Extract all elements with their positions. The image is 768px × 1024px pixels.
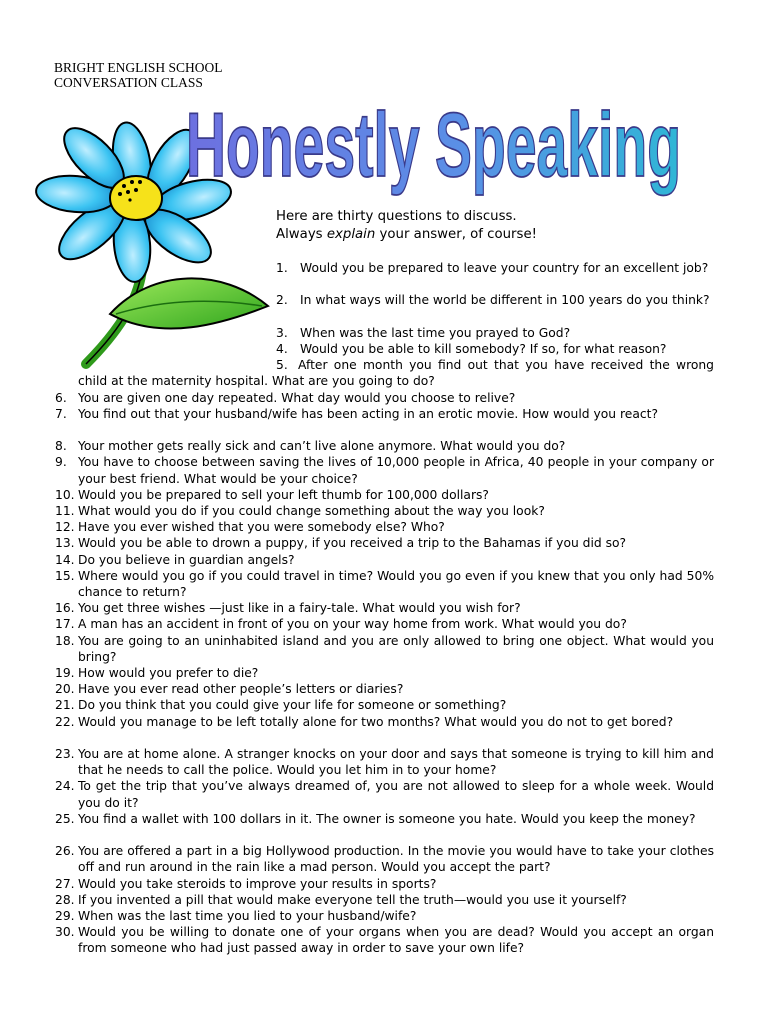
question-item (55, 681, 714, 697)
question-number: 2. (276, 293, 288, 308)
question-text: To get the trip that you’ve always dreamed of, you are not allowed to sleep for a whole week. Would you do it? (78, 779, 714, 810)
question-number: 26. (55, 844, 75, 859)
question-number: 11. (55, 504, 75, 518)
question-text: Do you think that you could give your life for someone or something? (78, 698, 507, 713)
question-text: Would you be prepared to sell your left thumb for 100,000 dollars? (78, 487, 489, 502)
question-item (55, 568, 714, 600)
question-number: 8. (55, 439, 67, 454)
page-title: Honestly Speaking (186, 96, 681, 196)
question-number: 29. (55, 909, 75, 923)
question-text: If you invented a pill that would make everyone tell the truth—would you use it yourself? (78, 892, 627, 907)
question-text: You are offered a part in a big Hollywood production. In the movie you would have to take your clothes off and run around in the rain like a mad person. Would you accept the part? (78, 844, 714, 875)
question-item (55, 616, 714, 632)
question-text: Would you manage to be left totally alone for two months? What would you do not to get bored? (78, 714, 674, 729)
question-number: 24. (55, 779, 75, 794)
intro-line-1: Here are thirty questions to discuss. (276, 209, 517, 224)
intro (276, 208, 537, 244)
question-text: You are given one day repeated. What day would you choose to relive? (78, 390, 516, 405)
question-item (276, 292, 714, 308)
question-item (55, 487, 714, 503)
school-header (54, 60, 223, 90)
question-text: Would you take steroids to improve your results in sports? (78, 876, 437, 891)
question-item (276, 260, 714, 276)
question-number: 17. (55, 617, 75, 632)
question-item (55, 811, 714, 827)
question-number: 21. (55, 698, 75, 713)
question-number: 22. (55, 714, 75, 729)
question-number: 28. (55, 892, 75, 907)
question-text: In what ways will the world be different in 100 years do you think? (300, 293, 710, 308)
question-text: Your mother gets really sick and can’t live alone anymore. What would you do? (78, 439, 566, 454)
question-number: 20. (55, 682, 75, 697)
question-item (55, 876, 714, 892)
question-number: 7. (55, 406, 67, 421)
question-number: 5. (276, 358, 288, 373)
question-item (55, 908, 714, 924)
question-item (55, 892, 714, 908)
question-text: Would you be willing to donate one of your organs when you are dead? Would you accept an organ from someone who had just passed away in order to save your own life? (78, 925, 714, 956)
question-text: You have to choose between saving the lives of 10,000 people in Africa, 40 people in your company or your best friend. What would be your choice? (78, 455, 714, 486)
question-text: You are going to an uninhabited island and you are only allowed to bring one object. What would you bring? (78, 633, 714, 664)
question-text: Would you be prepared to leave your country for an excellent job? (300, 261, 709, 275)
question-number: 10. (55, 487, 75, 502)
question-number: 25. (55, 811, 75, 826)
question-item (55, 746, 714, 778)
question-text: Would you be able to kill somebody? If so, for what reason? (300, 342, 667, 356)
question-item (55, 697, 714, 713)
question-number: 19. (55, 666, 75, 680)
question-item (55, 600, 714, 616)
question-item (276, 341, 714, 357)
question-item (55, 665, 714, 681)
question-item (55, 924, 714, 956)
question-text: You get three wishes —just like in a fairy-tale. What would you wish for? (78, 601, 521, 616)
question-item (55, 714, 714, 730)
question-item (55, 390, 714, 406)
question-item (55, 454, 714, 486)
question-text: You are at home alone. A stranger knocks on your door and says that someone is trying to kill him and that he needs to call the police. Would you let him in to your home? (78, 747, 714, 778)
question-item (55, 438, 714, 454)
question-text: When was the last time you prayed to God? (300, 325, 571, 340)
intro-post: your answer, of course! (375, 227, 537, 242)
question-item (55, 519, 714, 535)
question-number: 16. (55, 601, 75, 616)
intro-emphasis: explain (326, 227, 376, 242)
school-name: BRIGHT ENGLISH SCHOOL (54, 60, 223, 75)
intro-line-2 (276, 226, 537, 244)
question-text: What would you do if you could change something about the way you look? (78, 504, 545, 518)
question-text: When was the last time you lied to your husband/wife? (78, 909, 417, 923)
class-name: CONVERSATION CLASS (54, 75, 203, 90)
question-number: 6. (55, 390, 67, 405)
question-text: Have you ever wished that you were somebody else? Who? (78, 520, 445, 535)
question-item (55, 535, 714, 551)
question-text: Have you ever read other people’s letters or diaries? (78, 682, 404, 697)
question-text: You find out that your husband/wife has been acting in an erotic movie. How would you react? (78, 406, 658, 421)
question-number: 30. (55, 925, 75, 940)
question-number: 12. (55, 520, 75, 535)
title-wordart (180, 96, 690, 206)
question-number: 23. (55, 747, 75, 761)
question-number: 15. (55, 568, 75, 583)
question-text: Do you believe in guardian angels? (78, 552, 295, 567)
question-text: Where would you go if you could travel in time? Would you go even if you knew that you only had 50% chance to return? (78, 568, 714, 599)
question-text: A man has an accident in front of you on your way home from work. What would you do? (78, 617, 627, 632)
question-item (78, 357, 714, 389)
question-item (55, 406, 714, 422)
question-number: 1. (276, 261, 288, 275)
question-item (55, 778, 714, 810)
question-text: How would you prefer to die? (78, 666, 259, 680)
question-number: 9. (55, 455, 67, 470)
question-item (55, 633, 714, 665)
question-number: 3. (276, 325, 288, 340)
question-text: After one month you find out that you have received the wrong child at the maternity hospital. What are you going to do? (78, 358, 714, 389)
question-item (276, 325, 714, 341)
question-item (55, 552, 714, 568)
question-text: You find a wallet with 100 dollars in it. The owner is someone you hate. Would you keep the money? (78, 811, 696, 826)
question-number: 27. (55, 876, 75, 891)
question-number: 14. (55, 552, 75, 567)
question-number: 18. (55, 633, 75, 648)
question-item (55, 503, 714, 519)
intro-pre: Always (276, 227, 327, 242)
question-item (55, 843, 714, 875)
question-text: Would you be able to drown a puppy, if you received a trip to the Bahamas if you did so? (78, 536, 627, 551)
question-number: 13. (55, 536, 75, 551)
question-number: 4. (276, 342, 288, 356)
